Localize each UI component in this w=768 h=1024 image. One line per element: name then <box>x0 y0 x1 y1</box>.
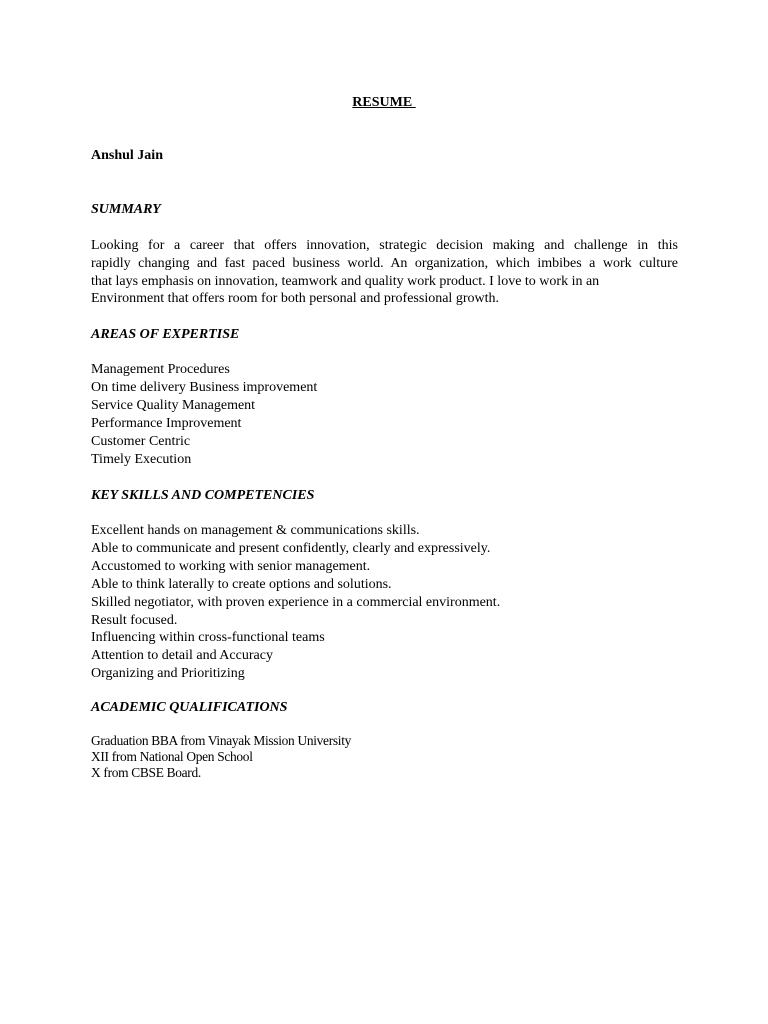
list-item: Graduation BBA from Vinayak Mission University <box>91 733 352 748</box>
academic-list <box>91 733 678 780</box>
list-item: Organizing and Prioritizing <box>91 666 245 682</box>
list-item: Customer Centric <box>91 433 191 449</box>
list-item: XII from National Open School <box>91 748 253 764</box>
candidate-name: Anshul Jain <box>91 148 163 163</box>
expertise-heading: AREAS OF EXPERTISE <box>91 327 240 342</box>
summary-heading: SUMMARY <box>91 202 161 217</box>
summary-line: rapidly changing and fast paced business world. An organization, which imbibes a work culture <box>91 255 678 271</box>
list-item: Timely Execution <box>91 451 192 467</box>
summary-line: that lays emphasis on innovation, teamwork and quality work product. I love to work in an <box>91 273 600 289</box>
list-item: Excellent hands on management & communications skills. <box>91 523 420 538</box>
list-item: X from CBSE Board. <box>91 764 201 780</box>
document-title-text: RESUME <box>352 95 416 110</box>
list-item: Result focused. <box>91 612 178 628</box>
list-item: Able to communicate and present confidently, clearly and expressively. <box>91 540 491 556</box>
expertise-list <box>91 361 678 468</box>
skills-list <box>91 522 678 683</box>
summary-line: Environment that offers room for both personal and professional growth. <box>91 291 499 307</box>
academic-heading: ACADEMIC QUALIFICATIONS <box>91 700 288 715</box>
list-item: Management Procedures <box>91 362 230 377</box>
list-item: Attention to detail and Accuracy <box>91 648 273 664</box>
list-item: Influencing within cross-functional teams <box>91 630 325 646</box>
list-item: Service Quality Management <box>91 397 256 413</box>
list-item: On time delivery Business improvement <box>91 379 318 395</box>
summary-paragraph <box>91 237 678 308</box>
summary-line: Looking for a career that offers innovation, strategic decision making and challenge in this <box>91 238 678 253</box>
list-item: Able to think laterally to create options and solutions. <box>91 576 392 592</box>
document-title <box>0 94 768 112</box>
list-item: Accustomed to working with senior management. <box>91 558 371 574</box>
skills-heading: KEY SKILLS AND COMPETENCIES <box>91 488 315 503</box>
list-item: Performance Improvement <box>91 415 242 431</box>
list-item: Skilled negotiator, with proven experience in a commercial environment. <box>91 594 501 610</box>
